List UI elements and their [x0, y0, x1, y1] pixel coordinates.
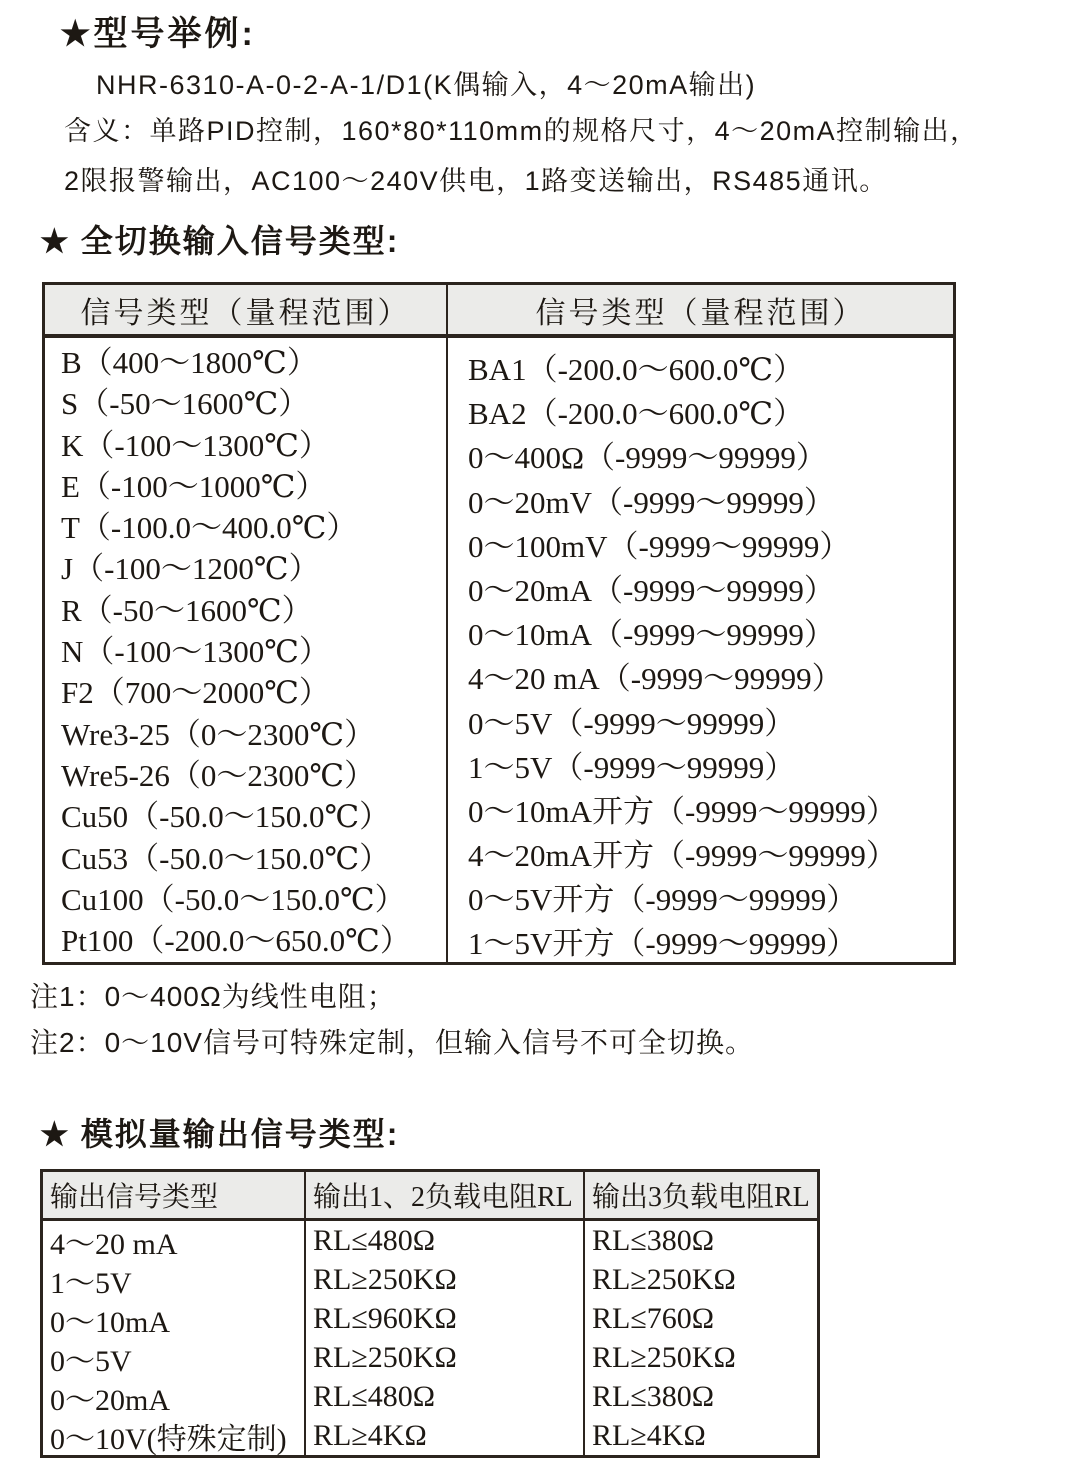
- table-cell: RL≤480Ω: [306, 1377, 585, 1416]
- output-signal-title-text: 模拟量输出信号类型:: [80, 1116, 400, 1152]
- input-signal-section-title: [40, 220, 1080, 262]
- table-cell: RL≥250KΩ: [592, 1340, 736, 1374]
- table-row: T（-100.0～400.0℃）: [61, 510, 358, 546]
- model-example-title-text: 型号举例:: [93, 15, 256, 53]
- table-cell: RL≥4KΩ: [592, 1418, 706, 1452]
- table-row: Wre5-26（0～2300℃）: [61, 757, 376, 793]
- table-row: Cu100（-50.0～150.0℃）: [61, 881, 406, 917]
- table-header-cell: 输出3负载电阻RL: [585, 1172, 817, 1221]
- table-row: B（400～1800℃）: [61, 345, 318, 380]
- table-row: 0～10mA（-9999～99999）: [468, 617, 835, 653]
- table-cell: RL≤380Ω: [592, 1379, 715, 1413]
- table-row: Cu50（-50.0～150.0℃）: [61, 799, 391, 835]
- table-row: 0～5V（-9999～99999）: [468, 705, 796, 741]
- table-row: Wre3-25（0～2300℃）: [61, 716, 376, 752]
- note-2: 注2：0～10V信号可特殊定制，但输入信号不可全切换。: [30, 1027, 754, 1058]
- input-table-left-column: [45, 338, 448, 962]
- table-cell: 0～10mA: [43, 1299, 306, 1338]
- table-cell: RL≤480Ω: [306, 1221, 585, 1260]
- output-signal-table: [40, 1169, 820, 1458]
- table-row: S（-50～1600℃）: [61, 386, 310, 422]
- input-table-right-column: [448, 338, 953, 962]
- table-cell: RL≤380Ω: [592, 1223, 715, 1257]
- table-cell: RL≤960KΩ: [306, 1299, 585, 1338]
- table-row: F2（700～2000℃）: [61, 675, 330, 711]
- table-row: Pt100（-200.0～650.0℃）: [61, 923, 411, 959]
- model-meaning-line-1: 含义：单路PID控制，160*80*110mm的规格尺寸，4～20mA控制输出，: [64, 116, 979, 146]
- table-row: Cu53（-50.0～150.0℃）: [61, 840, 391, 876]
- table-row: BA1（-200.0～600.0℃）: [468, 352, 805, 387]
- table-row: 0～400Ω（-9999～99999）: [468, 440, 827, 476]
- note-1: 注1：0～400Ω为线性电阻；: [30, 981, 396, 1012]
- star-icon: ★: [60, 15, 94, 53]
- table-row: 4～20 mA（-9999～99999）: [468, 661, 843, 697]
- table-row: K（-100～1300℃）: [61, 427, 330, 463]
- table-row: 0～20mV（-9999～99999）: [468, 484, 835, 520]
- table-row: 0～100mV（-9999～99999）: [468, 528, 851, 564]
- input-table-body: [45, 338, 953, 962]
- input-signal-table: [42, 282, 956, 965]
- table-header-cell: 信号类型（量程范围）: [535, 296, 866, 330]
- model-number-line: NHR-6310-A-0-2-A-1/D1(K偶输入，4～20mA输出): [96, 70, 757, 100]
- table-row: 1～5V（-9999～99999）: [468, 749, 796, 785]
- table-row: N（-100～1300℃）: [61, 634, 330, 670]
- star-icon: ★: [40, 1116, 71, 1152]
- model-example-title: [60, 12, 1080, 56]
- output-signal-section-title: [40, 1113, 1080, 1155]
- table-cell: RL≥250KΩ: [592, 1262, 736, 1296]
- input-table-header-row: [45, 285, 953, 338]
- table-row: J（-100～1200℃）: [61, 551, 320, 587]
- table-cell: RL≤760Ω: [592, 1301, 715, 1335]
- table-row: 1～5V开方（-9999～99999）: [468, 926, 858, 962]
- star-icon: ★: [40, 223, 71, 259]
- table-cell: RL≥4KΩ: [306, 1416, 585, 1455]
- table-header-cell: 输出1、2负载电阻RL: [306, 1172, 585, 1221]
- table-row: 4～20mA开方（-9999～99999）: [468, 838, 897, 874]
- table-header-cell: 输出信号类型: [43, 1172, 306, 1221]
- table-row: 0～5V开方（-9999～99999）: [468, 882, 858, 918]
- input-signal-title-text: 全切换输入信号类型:: [80, 223, 400, 259]
- table-row: E（-100～1000℃）: [61, 468, 327, 504]
- table-row: BA2（-200.0～600.0℃）: [468, 396, 805, 432]
- table-cell: 0～10V(特殊定制): [43, 1416, 306, 1455]
- model-meaning-line-2: 2限报警输出，AC100～240V供电，1路变送输出，RS485通讯。: [64, 166, 888, 196]
- table-cell: 0～20mA: [43, 1377, 306, 1416]
- table-cell: RL≥250KΩ: [306, 1338, 585, 1377]
- table-cell: 4～20 mA: [43, 1221, 306, 1260]
- table-cell: RL≥250KΩ: [306, 1260, 585, 1299]
- table-cell: 1～5V: [43, 1260, 306, 1299]
- table-header-cell: 信号类型（量程范围）: [45, 285, 448, 334]
- table-row: R（-50～1600℃）: [61, 592, 313, 628]
- table-row: 0～10mA开方（-9999～99999）: [468, 793, 897, 829]
- table-row: 0～20mA（-9999～99999）: [468, 572, 835, 608]
- table-cell: 0～5V: [43, 1338, 306, 1377]
